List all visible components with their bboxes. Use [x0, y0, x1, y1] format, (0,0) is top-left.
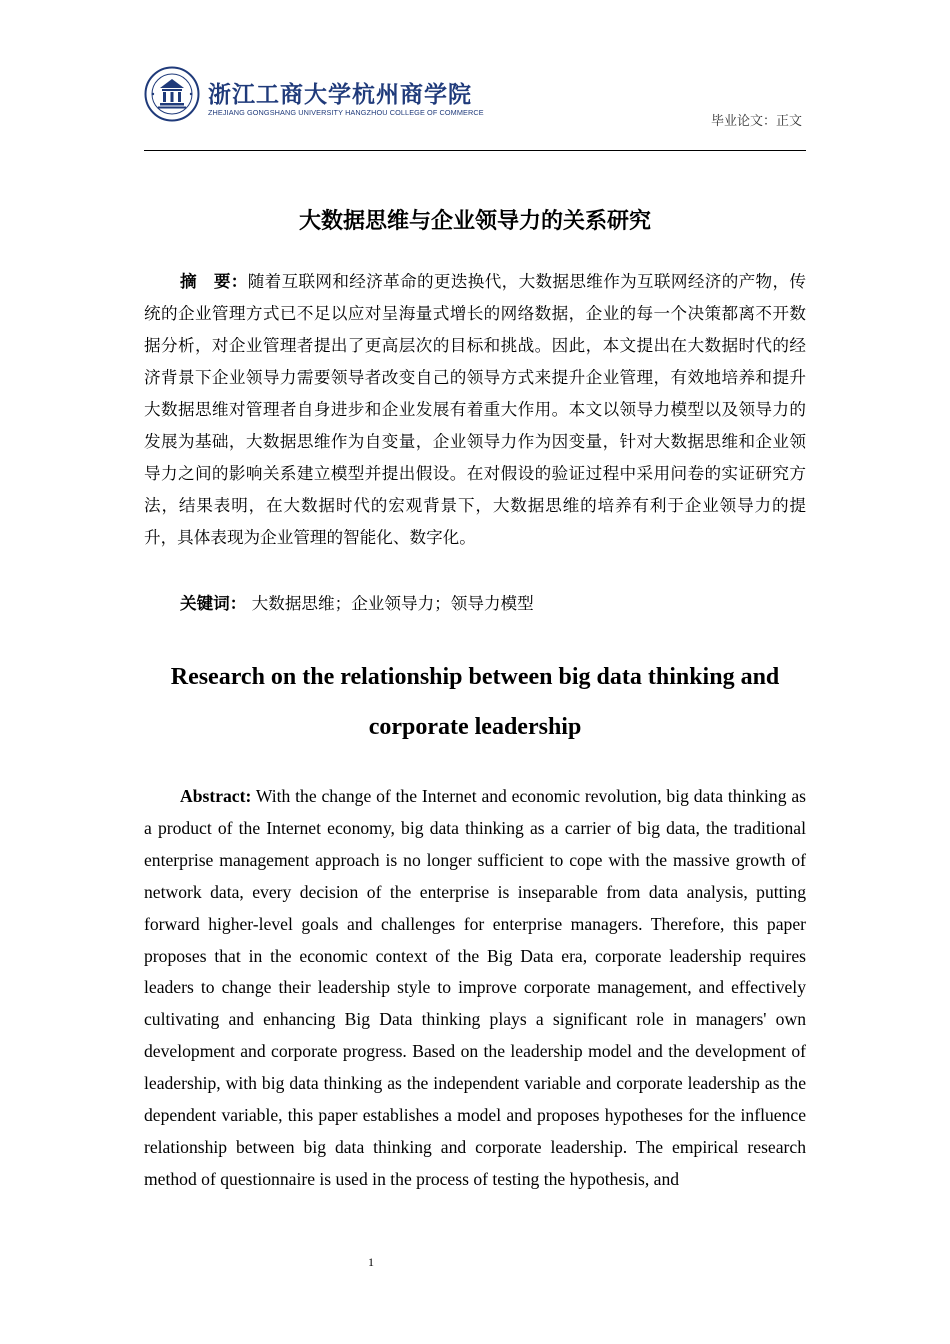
chinese-keywords	[144, 588, 806, 620]
page-number: 1	[368, 1255, 374, 1269]
header-section-label: 毕业论文：正文	[710, 114, 802, 129]
logo-chinese-name: 浙江工商大学杭州商学院	[208, 81, 472, 108]
english-abstract-label: Abstract:	[180, 786, 252, 806]
english-title: Research on the relationship between big data thinking and corporate leadership	[170, 664, 780, 740]
chinese-title: 大数据思维与企业领导力的关系研究	[298, 209, 651, 234]
header-divider	[144, 150, 806, 151]
page-header	[144, 66, 806, 150]
logo-english-name: ZHEJIANG GONGSHANG UNIVERSITY HANGZHOU COLLEGE OF COMMERCE	[208, 108, 484, 117]
university-logo	[144, 66, 484, 128]
english-abstract	[144, 781, 806, 1196]
university-seal-icon	[144, 66, 200, 122]
english-abstract-text: With the change of the Internet and economic revolution, big data thinking as a product of the Internet economy, big data thinking as a carrier of big data, the traditional enterprise management approach is no longer sufficient to cope with the massive growth of network data, every decision of the enterprise is inseparable from data analysis, putting forward higher-level goals and challenges for enterprise managers. Therefore, this paper proposes that in the economic context of the Big Data era, corporate leadership requires leaders to change their leadership style to improve corporate management, and effectively cultivating and enhancing Big Data thinking plays a significant role in managers' own development and corporate progress. Based on the leadership model and the development of leadership, with big data thinking as the independent variable and corporate leadership as the dependent variable, this paper establishes a model and proposes hypotheses for the influence relationship between big data thinking and corporate leadership. The empirical research method of questionnaire is used in the process of testing the hypothesis, and	[144, 786, 806, 1189]
chinese-abstract	[144, 266, 806, 554]
chinese-keywords-label: 关键词：	[180, 594, 247, 613]
chinese-abstract-text: 随着互联网和经济革命的更迭换代，大数据思维作为互联网经济的产物，传统的企业管理方式已不足以应对呈海量式增长的网络数据，企业的每一个决策都离不开数据分析，对企业管理者提出了更高层次的目标和挑战。因此，本文提出在大数据时代的经济背景下企业领导力需要领导者改变自己的领导方式来提升企业管理，有效地培养和提升大数据思维对管理者自身进步和企业发展有着重大作用。本文以领导力模型以及领导力的发展为基础，大数据思维作为自变量，企业领导力作为因变量，针对大数据思维和企业领导力之间的影响关系建立模型并提出假设。在对假设的验证过程中采用问卷的实证研究方法，结果表明，在大数据时代的宏观背景下，大数据思维的培养有利于企业领导力的提升，具体表现为企业管理的智能化、数字化。	[144, 272, 807, 547]
chinese-keywords-text: 大数据思维；企业领导力；领导力模型	[246, 594, 534, 613]
chinese-abstract-label: 摘 要：	[180, 272, 248, 291]
